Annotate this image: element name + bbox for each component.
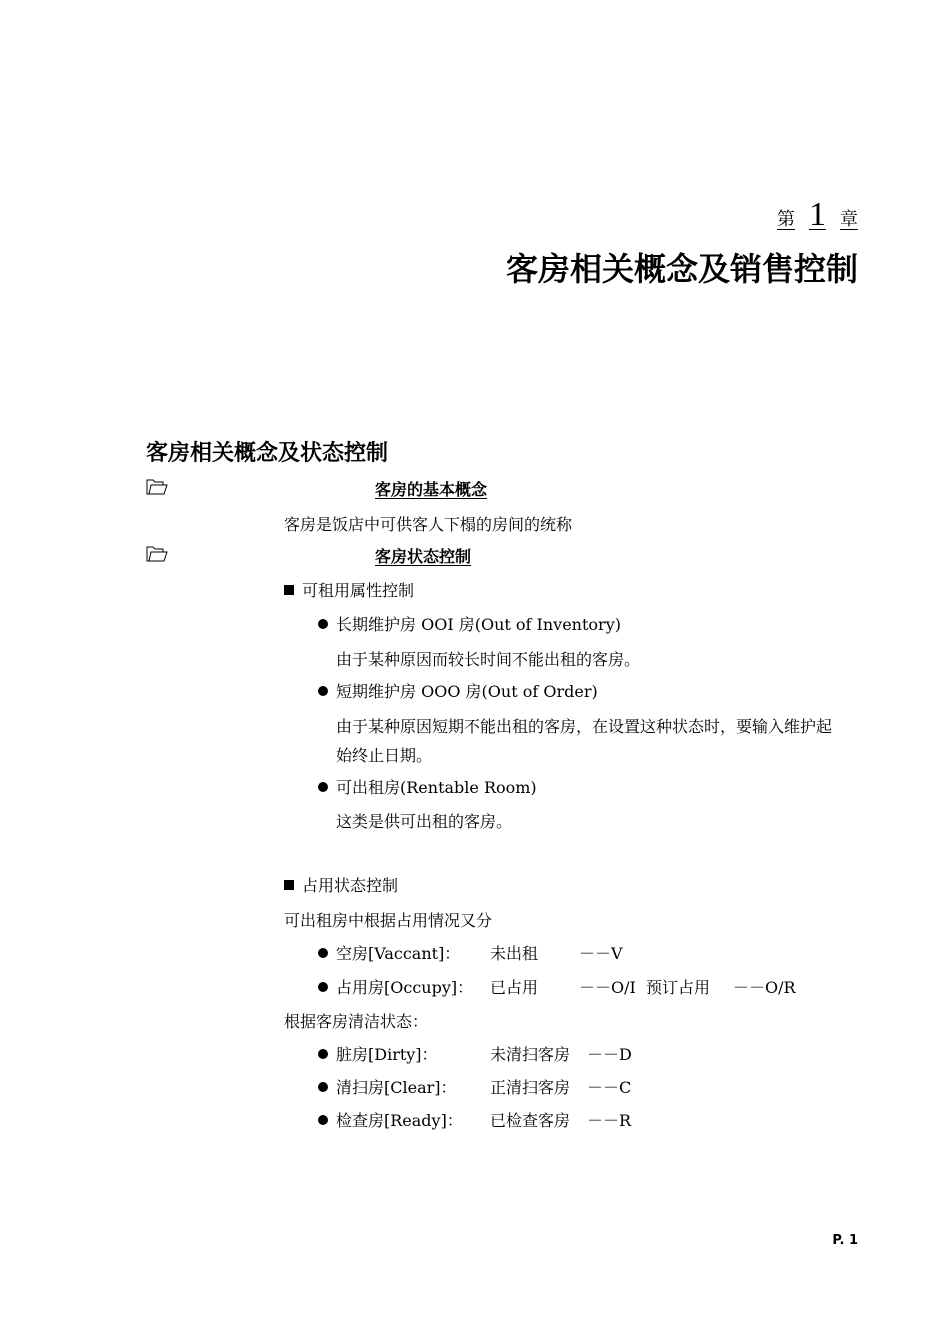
chapter-title: 客房相关概念及销售控制 [505,250,858,288]
rentable-label: 可租用属性控制 [284,578,414,601]
list-item: 脏房[Dirty]： [318,1042,438,1065]
bullet-icon [318,686,328,696]
chapter-suffix: 章 [840,209,858,230]
bullet-icon [318,782,328,792]
folder-icon [146,546,168,566]
state-code: －－O/I [579,978,636,997]
bullet-icon [318,982,328,992]
state-code: －－C [587,1078,632,1097]
bullet-icon [318,1115,328,1125]
list-item: 检查房[Ready]： [318,1108,463,1131]
state-text: 预订占用 [646,978,711,997]
chapter-prefix: 第 [777,209,795,230]
item-description: 始终止日期。 [336,746,433,765]
square-bullet-icon [284,880,294,890]
list-item: 可出租房(Rentable Room) [318,775,537,798]
square-bullet-icon [284,585,294,595]
list-item: 短期维护房 OOO 房(Out of Order) [318,679,598,702]
state-code: －－D [587,1045,632,1064]
bullet-icon [318,1082,328,1092]
chapter-label [777,196,858,234]
state-text: 正清扫客房 [490,1078,571,1097]
item-description: 这类是供可出租的客房。 [336,812,513,831]
list-item: 清扫房[Clear]： [318,1075,457,1098]
state-code: －－V [579,944,623,963]
item-description: 由于某种原因短期不能出租的客房，在设置这种状态时，要输入维护起 [336,717,833,736]
state-code: －－R [587,1111,632,1130]
bullet-icon [318,1049,328,1059]
state-text: 未清扫客房 [490,1045,571,1064]
page-number: P. 1 [832,1233,858,1248]
list-item: 占用房[Occupy]： [318,975,473,998]
state-text: 已占用 [490,978,539,997]
concept-heading: 客房的基本概念 [375,480,488,499]
folder-icon [146,479,168,499]
state-text: 已检查客房 [490,1111,571,1130]
state-text: 未出租 [490,944,539,963]
section-title: 客房相关概念及状态控制 [146,441,389,466]
list-item: 长期维护房 OOI 房(Out of Inventory) [318,612,621,635]
list-item: 空房[Vaccant]： [318,941,460,964]
state-code: －－O/R [733,978,796,997]
status-heading: 客房状态控制 [375,547,472,566]
bullet-icon [318,619,328,629]
chapter-number: 1 [809,196,826,233]
occupancy-intro: 可出租房中根据占用情况又分 [284,911,493,930]
occupancy-label: 占用状态控制 [284,873,398,896]
item-description: 由于某种原因而较长时间不能出租的客房。 [336,650,641,669]
cleaning-intro: 根据客房清洁状态： [284,1012,429,1031]
concept-definition: 客房是饭店中可供客人下榻的房间的统称 [284,515,573,534]
bullet-icon [318,948,328,958]
